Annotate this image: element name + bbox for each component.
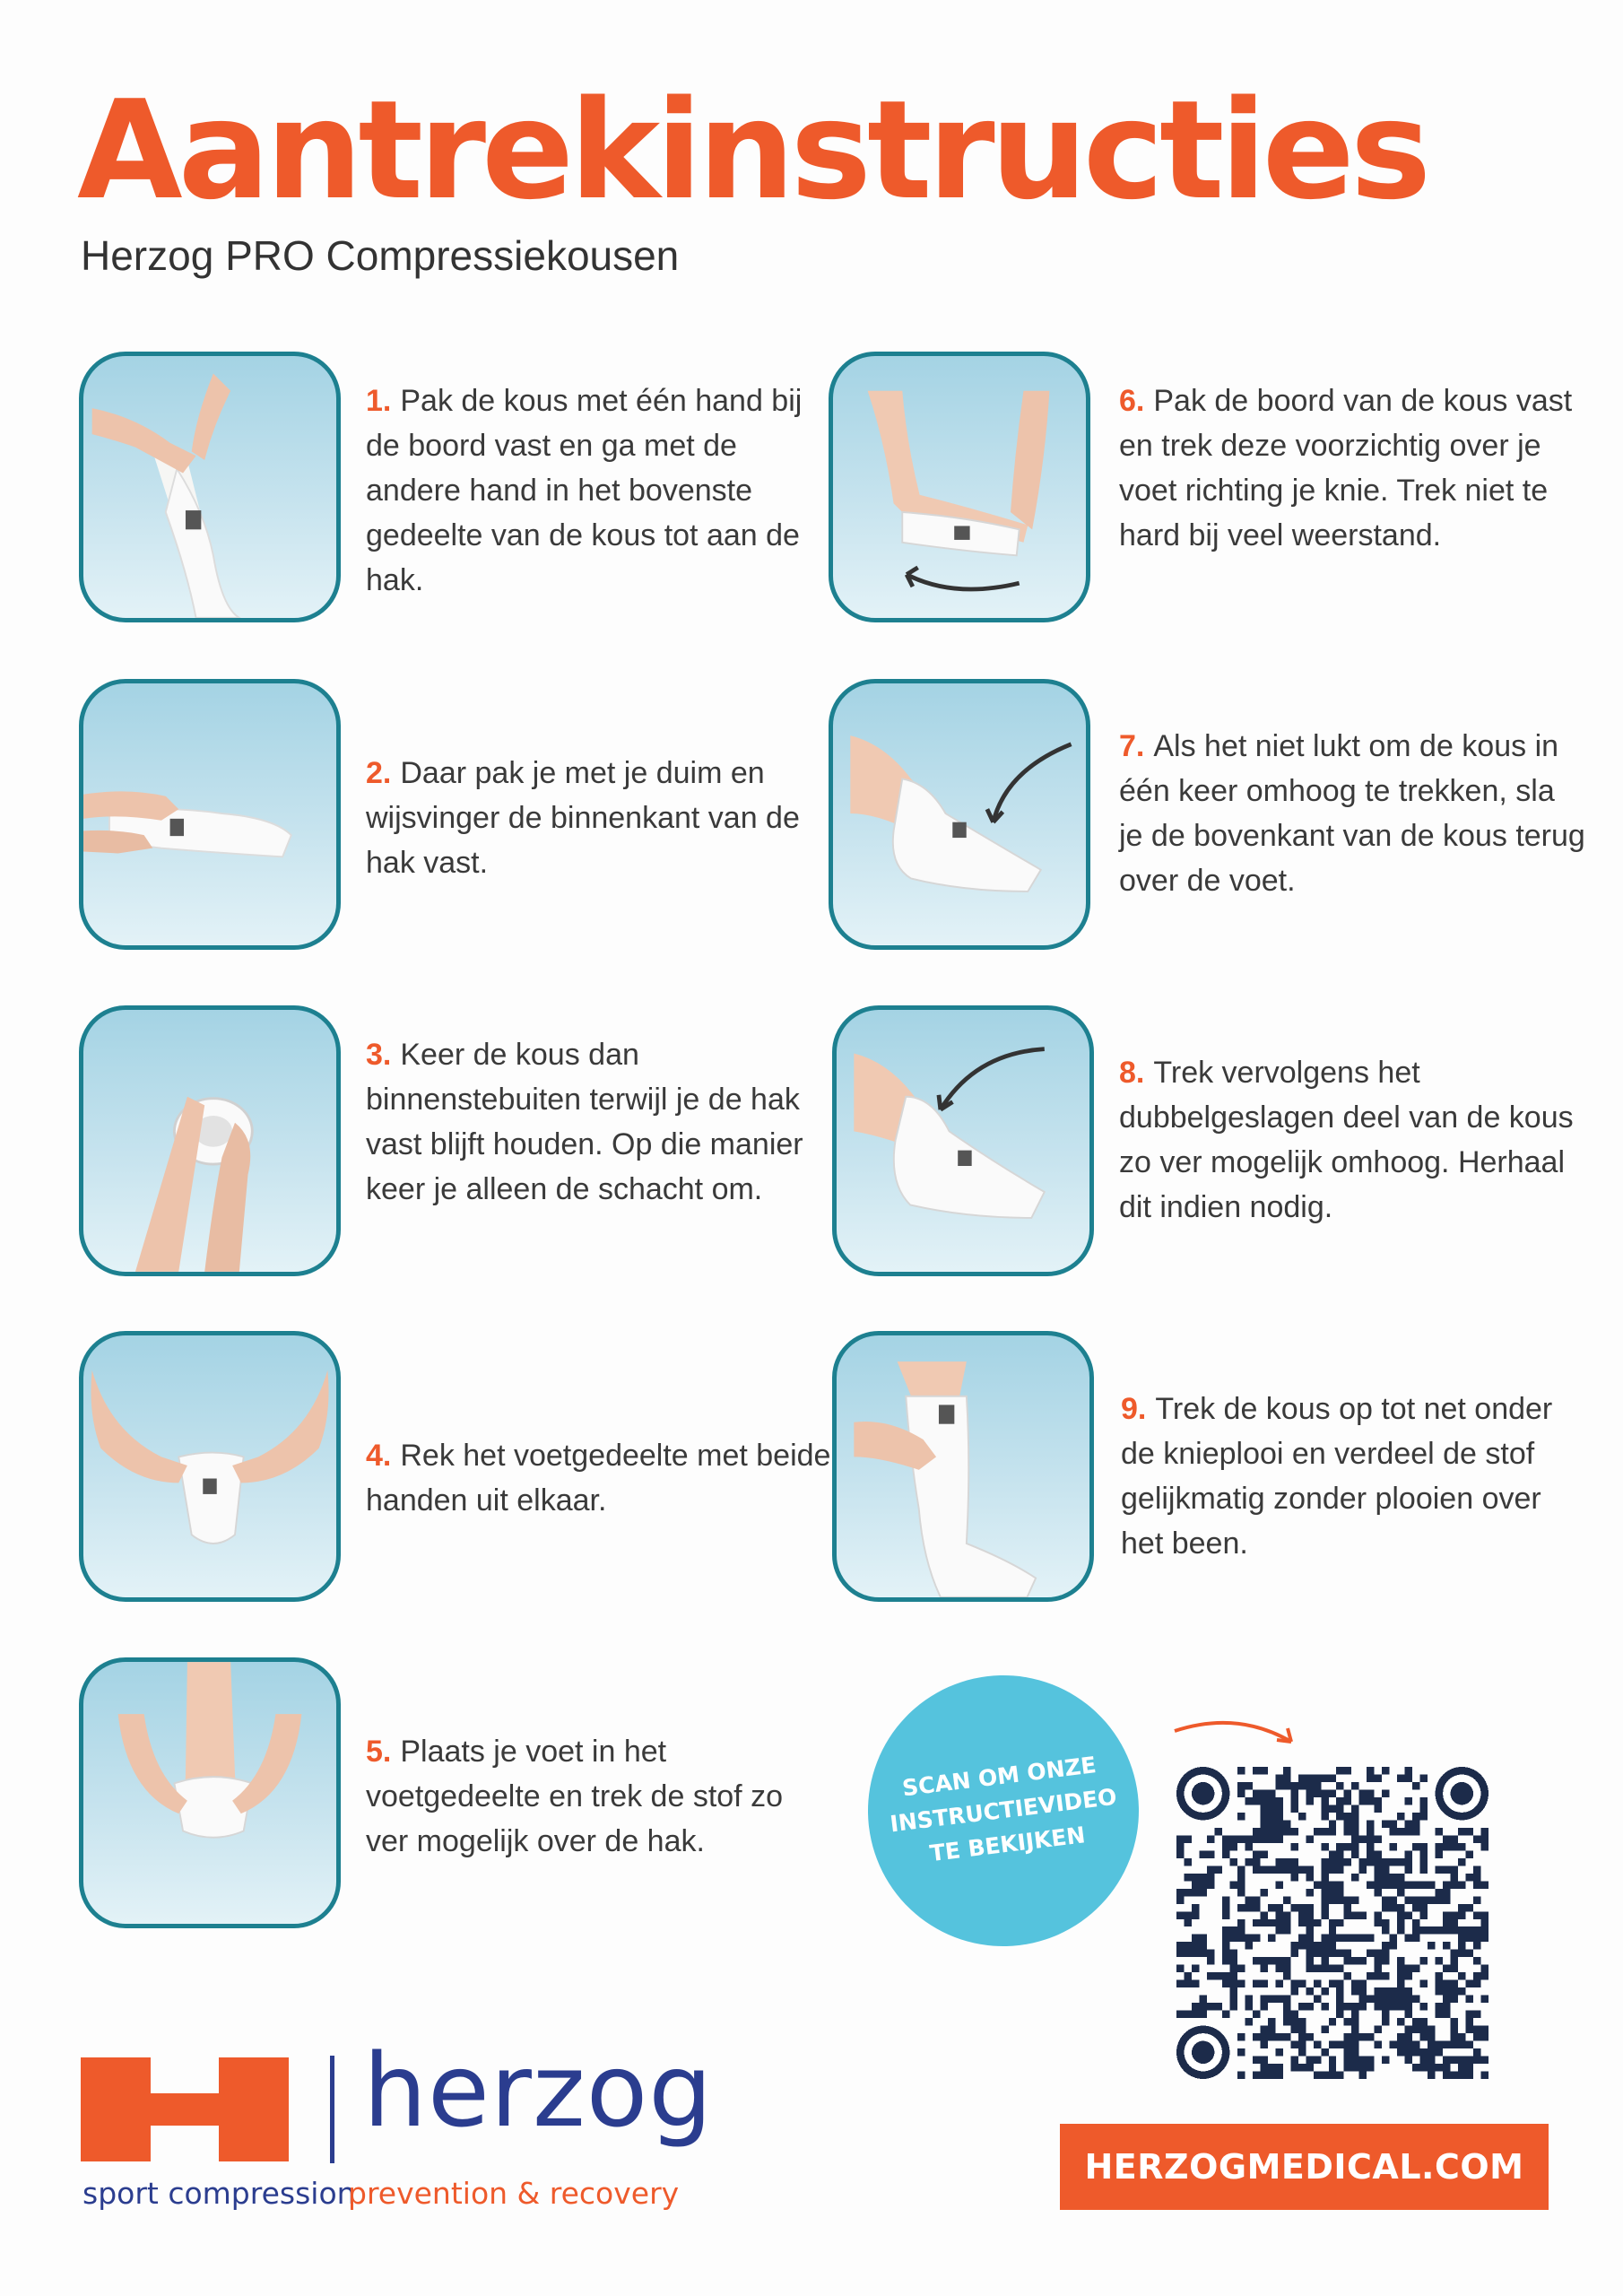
brand-name: herzog [363, 2033, 714, 2150]
step-9-illustration [837, 1335, 1089, 1597]
step-7-illustration [833, 683, 1086, 945]
step-3-number: 3. [366, 1038, 392, 1072]
step-3-illustration [83, 1010, 336, 1272]
step-5-photo [79, 1657, 341, 1928]
step-4-illustration [83, 1335, 336, 1597]
step-7-description: Als het niet lukt om de kous in één keer omhoog te trekken, sla je de bovenkant van de kous terug over de voet. [1119, 729, 1585, 898]
step-4-description: Rek het voetgedeelte met beide handen uit elkaar. [366, 1439, 831, 1518]
step-1-description: Pak de kous met één hand bij de boord vast en ga met de andere hand in het bovenste gedeelte van de kous tot aan de hak. [366, 384, 803, 597]
step-8-number: 8. [1119, 1056, 1145, 1090]
step-4-photo [79, 1331, 341, 1602]
page-title: Aantrekinstructies [77, 71, 1428, 230]
step-9-photo [832, 1331, 1094, 1602]
step-2-illustration [83, 683, 336, 945]
step-8-illustration [837, 1010, 1089, 1272]
qr-finder-icon [1176, 1767, 1229, 1820]
step-9-number: 9. [1121, 1392, 1147, 1426]
step-9-description: Trek de kous op tot net onder de knieplooi en verdeel de stof gelijkmatig zonder plooien over het been. [1121, 1392, 1553, 1561]
step-4-text [366, 1433, 832, 1523]
step-3-photo [79, 1005, 341, 1276]
logo-divider [330, 2056, 334, 2163]
step-5-number: 5. [366, 1735, 392, 1769]
step-6-description: Pak de boord van de kous vast en trek deze voorzichtig over je voet richting je knie. Trek niet te hard bij veel weerstand. [1119, 384, 1573, 552]
step-6-illustration [833, 356, 1086, 618]
step-6-number: 6. [1119, 384, 1145, 418]
step-8-description: Trek vervolgens het dubbelgeslagen deel van de kous zo ver mogelijk omhoog. Herhaal dit indien nodig. [1119, 1056, 1574, 1224]
qr-finder-icon [1176, 2026, 1229, 2079]
tagline-sport: sport compression [82, 2176, 356, 2211]
step-7-photo [829, 679, 1090, 950]
arrow-to-qr-icon [1166, 1706, 1309, 1760]
step-1-text [366, 378, 832, 603]
step-3-text [366, 1032, 832, 1212]
step-4-number: 4. [366, 1439, 392, 1473]
scan-video-badge: SCAN OM ONZE INSTRUCTIEVIDEO TE BEKIJKEN [853, 1660, 1155, 1962]
step-6-text [1119, 378, 1585, 558]
website-link[interactable]: HERZOGMEDICAL.COM [1060, 2124, 1549, 2210]
qr-code[interactable] [1176, 1767, 1488, 2079]
page-subtitle: Herzog PRO Compressiekousen [81, 232, 680, 279]
step-9-text [1121, 1387, 1587, 1566]
qr-finder-icon [1436, 1767, 1488, 1820]
step-5-illustration [83, 1662, 336, 1924]
step-2-text [366, 751, 832, 885]
step-3-description: Keer de kous dan binnenstebuiten terwijl je de hak vast blijft houden. Op die manier keer je alleen de schacht om. [366, 1038, 803, 1206]
step-1-photo [79, 352, 341, 622]
step-8-text [1119, 1050, 1585, 1230]
tagline-prevention: prevention & recovery [348, 2176, 680, 2211]
step-1-number: 1. [366, 384, 392, 418]
step-2-number: 2. [366, 756, 392, 790]
herzog-logo-icon [81, 2057, 289, 2161]
step-1-illustration [83, 356, 336, 618]
step-5-description: Plaats je voet in het voetgedeelte en trek de stof zo ver mogelijk over de hak. [366, 1735, 783, 1858]
step-7-number: 7. [1119, 729, 1145, 763]
step-2-description: Daar pak je met je duim en wijsvinger de binnenkant van de hak vast. [366, 756, 800, 880]
step-2-photo [79, 679, 341, 950]
step-6-photo [829, 352, 1090, 622]
step-8-photo [832, 1005, 1094, 1276]
step-5-text [366, 1729, 832, 1864]
step-7-text [1119, 724, 1585, 903]
